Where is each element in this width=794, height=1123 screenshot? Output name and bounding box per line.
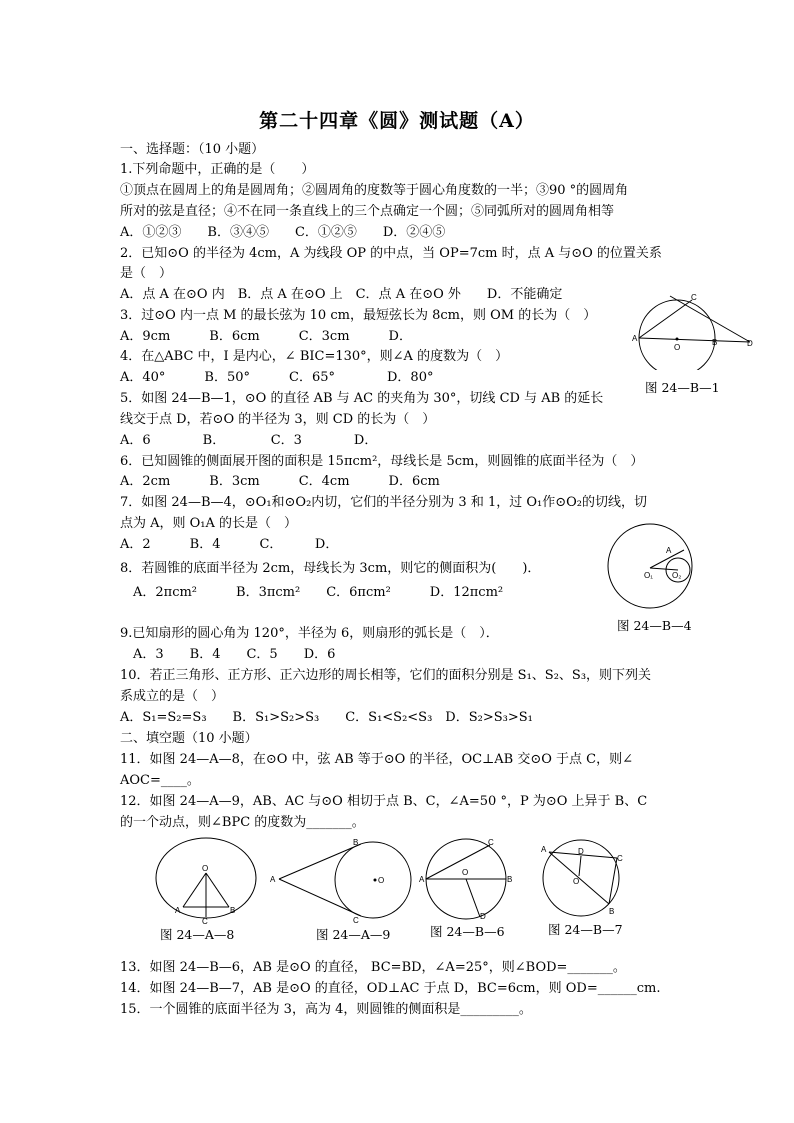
text-line: A．2cm B．3cm C．4cm D．6cm	[120, 474, 440, 489]
caption-24-a-9: 图 24—A—9	[316, 927, 391, 942]
text-line: A．2πcm² B．3πcm² C．6πcm² D．12πcm²	[120, 585, 504, 600]
text-line: 线交于点 D，若⊙O 的半径为 3，则 CD 的长为（ ）	[120, 412, 436, 427]
text-line: 1.下列命题中，正确的是（ ）	[120, 162, 315, 177]
text-line: A．点 A 在⊙O 内 B．点 A 在⊙O 上 C．点 A 在⊙O 外 D．不能确定	[120, 287, 563, 302]
label-o: O	[674, 343, 681, 352]
text-line: A．40° B．50° C．65° D．80°	[120, 370, 434, 385]
text-line: 是（ ）	[120, 266, 173, 281]
text-line: 一、选择题：（10 小题）	[120, 142, 265, 157]
figure-24-b-4	[604, 520, 696, 612]
figure-24-b-6	[418, 835, 518, 921]
text-line: ①顶点在圆周上的角是圆周角；②圆周角的度数等于圆心角度数的一半；③90 °的圆周角	[120, 183, 629, 198]
label-a: A	[632, 334, 638, 343]
label-a: A	[419, 875, 425, 884]
label-b: B	[230, 906, 236, 915]
label-o2: O₂	[672, 571, 682, 580]
caption-24-b-6: 图 24—B—6	[430, 924, 505, 939]
page-title: 第二十四章《圆》测试题（A）	[259, 110, 535, 132]
figure-24-a-9	[265, 835, 415, 925]
text-line: A．2 B．4 C． D．	[120, 537, 339, 552]
text-line: A．6 B． C．3 D．	[120, 433, 378, 448]
label-c: C	[617, 854, 623, 863]
figure-24-a-8	[153, 835, 259, 925]
text-line: 13．如图 24—B—6，AB 是⊙O 的直径， BC=BD，∠A=25°，则∠BOD=_______。	[120, 960, 626, 975]
label-o: O	[202, 864, 209, 873]
text-line: 6．已知圆锥的侧面展开图的面积是 15πcm²，母线长是 5cm，则圆锥的底面半径为（ ）	[120, 454, 644, 469]
text-line: A．①②③ B．③④⑤ C．①②⑤ D．②④⑤	[120, 225, 446, 240]
text-line: 所对的弦是直径；④不在同一条直线上的三个点确定一个圆；⑤同弧所对的圆周角相等	[120, 204, 615, 219]
label-d: D	[480, 912, 486, 921]
label-o1: O₁	[644, 571, 653, 580]
label-d: D	[747, 339, 753, 348]
label-c: C	[353, 916, 359, 925]
caption-24-a-8: 图 24—A—8	[160, 927, 235, 942]
caption-24-b-4: 图 24—B—4	[617, 618, 692, 633]
caption-24-b-1: 图 24—B—1	[645, 380, 720, 395]
text-line: 4．在△ABC 中，I 是内心，∠ BIC=130°，则∠A 的度数为（ ）	[120, 349, 509, 364]
text-line: A．S₁=S₂=S₃ B．S₁>S₂>S₃ C．S₁<S₂<S₃ D．S₂>S₃>S₁	[120, 710, 533, 725]
text-line: 二、填空题（10 小题）	[120, 731, 258, 746]
caption-24-b-7: 图 24—B—7	[548, 922, 623, 937]
text-line: 7．如图 24—B—4，⊙O₁和⊙O₂内切，它们的半径分别为 3 和 1，过 O₁作⊙O₂的切线，切	[120, 495, 647, 510]
label-c: C	[202, 917, 208, 925]
label-o: O	[573, 877, 580, 886]
label-a: A	[175, 906, 181, 915]
text-line: 9.已知扇形的圆心角为 120°，半径为 6，则扇形的弧长是（ ）．	[120, 626, 499, 641]
text-line: 8．若圆锥的底面半径为 2cm，母线长为 3cm，则它的侧面积为( )．	[120, 561, 541, 576]
label-a: A	[541, 845, 547, 854]
label-o: O	[462, 868, 469, 877]
figure-24-b-7	[537, 838, 629, 920]
text-line: 3．过⊙O 内一点 M 的最长弦为 10 cm，最短弦长为 8cm，则 OM 的长为（ ）	[120, 308, 597, 323]
text-line: A．9cm B．6cm C．3cm D．	[120, 329, 412, 344]
label-a: A	[666, 546, 672, 555]
text-line: 系成立的是（ ）	[120, 689, 225, 704]
text-line: 11．如图 24—A—8，在⊙O 中，弦 AB 等于⊙O 的半径，OC⊥AB 交⊙O 于点 C，则∠	[120, 752, 634, 767]
label-o: O	[378, 876, 385, 885]
text-line: A．3 B．4 C．5 D．6	[120, 647, 336, 662]
text-line: 12．如图 24—A—9，AB、AC 与⊙O 相切于点 B、C，∠A=50 °，P 为⊙O 上异于 B、C	[120, 794, 648, 809]
text-line: 5．如图 24—B—1，⊙O 的直径 AB 与 AC 的夹角为 30°，切线 CD 与 AB 的延长	[120, 391, 604, 406]
text-line: 点为 A，则 O₁A 的长是（ ）	[120, 516, 298, 531]
text-line: 14．如图 24—B—7，AB 是⊙O 的直径，OD⊥AC 于点 D，BC=6cm，则 OD=______cm.	[120, 981, 661, 996]
text-line: 15．一个圆锥的底面半径为 3，高为 4，则圆锥的侧面积是_________。	[120, 1002, 532, 1017]
label-b: B	[353, 838, 359, 847]
label-c: C	[691, 293, 697, 302]
label-c: C	[488, 838, 494, 847]
figure-24-b-1	[630, 290, 760, 370]
text-line: AOC=____。	[120, 773, 200, 788]
text-line: 10．若正三角形、正方形、正六边形的周长相等，它们的面积分别是 S₁、S₂、S₃，则下列关	[120, 668, 652, 683]
label-b: B	[712, 338, 718, 347]
text-line: 2．已知⊙O 的半径为 4cm，A 为线段 OP 的中点，当 OP=7cm 时，点 A 与⊙O 的位置关系	[120, 246, 662, 261]
label-b: B	[507, 875, 513, 884]
label-d: D	[578, 847, 584, 856]
text-line: 的一个动点，则∠BPC 的度数为_______。	[120, 815, 365, 830]
label-b: B	[609, 907, 615, 916]
label-a: A	[270, 875, 276, 884]
